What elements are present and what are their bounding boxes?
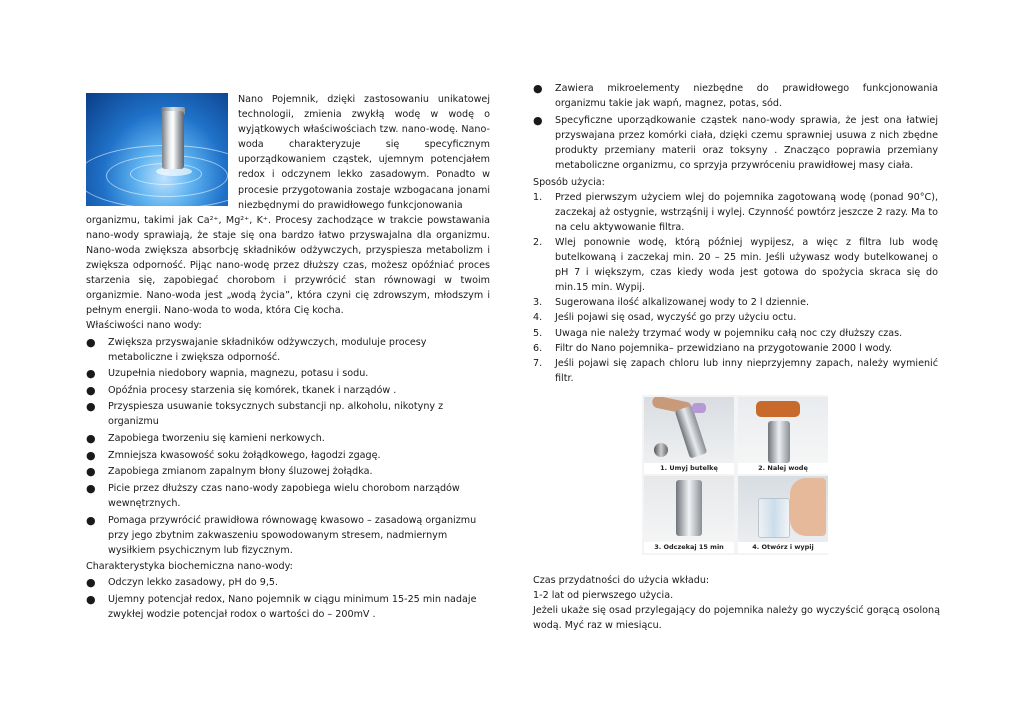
usage-steps-list [533,190,938,386]
list-item: ● Zawiera mikroelementy niezbędne do prawidłowego funkcjonowania organizmu takie jak wapń, magnez, potas, sód. [533,82,938,110]
photo-wash-bottle [644,397,734,474]
photo-caption: 1. Umyj butelkę [644,463,734,474]
bullet-icon: ● [86,383,96,397]
photo-pour-water [738,397,828,474]
photo-caption: 3. Odczekaj 15 min [644,542,734,553]
bullet-icon: ● [86,465,96,479]
bullet-icon: ● [86,335,96,349]
biochem-list [86,575,490,622]
usage-heading: Sposób użycia: [533,176,605,188]
list-item: ● Zapobiega zmianom zapalnym błony śluzowej żołądka. [86,465,373,479]
properties-heading: Właściwości nano wody: [86,320,202,332]
bullet-icon: ● [533,82,543,95]
bullet-icon: ● [86,432,96,446]
list-item: 4. Jeśli pojawi się osad, wyczyść go przy użyciu octu. [533,312,797,324]
cleaning-note: Jeżeli ukaże się osad przylegający do pojemnika należy go wyczyścić gorącą osoloną wodą. Myć raz w miesiącu. [533,605,940,632]
product-water-photo [86,93,228,206]
photo-caption: 4. Otwórz i wypij [738,542,828,553]
list-item: ● Przyspiesza usuwanie toksycznych substancji np. alkoholu, nikotyny z organizmu [86,400,444,428]
bullet-icon: ● [533,113,543,127]
list-item: ● Zwiększa przyswajanie składników odżywczych, moduluje procesy metaboliczne i zwiększa odporność. [86,335,427,363]
list-item: 1. Przed pierwszym użyciem wlej do pojemnika zagotowaną wodę (ponad 90°C), zaczekaj aż ostygnie, wstrząśnij i wylej. Czynność powtórz jeszcze 2 razy. Ma to na celu aktywowanie filtra. [533,191,938,233]
bullet-icon: ● [86,481,96,495]
photo-drink [738,476,828,553]
bullet-icon: ● [86,576,96,590]
bullet-icon: ● [86,593,96,606]
list-item: ● Opóźnia procesy starzenia się komórek, tkanek i narządów . [86,383,397,397]
list-item: 6. Filtr do Nano pojemnika– przewidziano na przygotowanie 2000 l wody. [533,342,892,354]
list-item: ● Ujemny potencjał redox, Nano pojemnik w ciągu minimum 15-25 min nadaje zwykłej wodzie potencjał rodox o wartości do – 200mV . [86,593,477,621]
bullet-icon: ● [86,367,96,381]
intro-paragraph-top: Nano Pojemnik, dzięki zastosowaniu unikatowej technologii, zmienia zwykłą wodę w wodę o wyjątkowych właściwościach tzw. nano-wodę. Nano-woda charakteryzuje się specyficznym uporządkowaniem cząstek, ujemnym potencjałem redox i odczynem lekko zasadowym. Ponadto w procesie przygotowania zostaje wzbogacana jonami niezbędnymi do prawidłowego funkcjonowania [238,94,490,211]
right-column [533,80,938,386]
usage-photo-grid [642,395,828,555]
intro-paragraph-bottom: organizmu, takimi jak Ca²⁺, Mg²⁺, K⁺. Procesy zachodzące w trakcie powstawania nano-wody sprawiają, że staje się ona bardzo łatwo przyswajalna dla organizmu. Nano-woda zwiększa absorbcję składników odżywczych, przyspiesza metabolizm i zwiększa odporność. Pijąc nano-wodę przez dłuższy czas, możesz opóźniać proces starzenia się, zapobiegać chorobom i przywrócić stan równowagi w twoim organizmie. Nano-woda jest „wodą życia”, która czyni cię zdrowszym, młodszym i pełnym energii. Nano-woda to woda, która Cię kocha. [86,214,490,317]
list-item: 7. Jeśli pojawi się zapach chloru lub inny nieprzyjemny zapach, należy wymienić filtr. [533,357,938,384]
list-item: 5. Uwaga nie należy trzymać wody w pojemniku całą noc czy dłuższy czas. [533,327,903,339]
properties-list [86,335,490,558]
list-item: 2. Wlej ponownie wodę, którą później wypijesz, a więc z filtra lub wodę butelkowaną i zaczekaj min. 20 – 25 min. Jeśli używasz wody butelkowanej o pH 7 i większym, czas kiedy woda jest gotowa do spożycia skraca się do min.15 min. Wypij. [533,236,938,294]
list-item: ● Zmniejsza kwasowość soku żołądkowego, łagodzi zgagę. [86,448,381,462]
footer-notes [533,573,943,633]
list-item: 3. Sugerowana ilość alkalizowanej wody to 2 l dziennie. [533,297,810,309]
list-item: ● Picie przez dłuższy czas nano-wody zapobiega wielu chorobom narządów wewnętrznych. [86,481,460,509]
photo-caption: 2. Nalej wodę [738,463,828,474]
minerals-list [533,81,938,173]
photo-wait [644,476,734,553]
bullet-icon: ● [86,513,96,527]
shelf-life-value: 1-2 lat od pierwszego użycia. [533,590,674,602]
shelf-life-heading: Czas przydatności do użycia wkładu: [533,575,710,586]
list-item: ● Pomaga przywrócić prawidłowa równowagę kwasowo – zasadową organizmu przy jego zbytnim zakwaszeniu spowodowanym stresem, nadmiernym wysiłkiem psychicznym lub fizycznym. [86,513,477,556]
biochem-heading: Charakterystyka biochemiczna nano-wody: [86,561,293,573]
list-item: ● Zapobiega tworzeniu się kamieni nerkowych. [86,432,325,446]
bullet-icon: ● [86,400,96,414]
left-column [86,92,490,624]
bullet-icon: ● [86,448,96,462]
list-item: ● Specyficzne uporządkowanie cząstek nano-wody sprawia, że jest ona łatwiej przyswajana przez komórki ciała, dzięki czemu sprawniej usuwa z nich zbędne produkty przemiany materii oraz toksyny . Znacząco poprawia przemiany metaboliczne organizmu, co sprzyja przywróceniu prawidłowej masy ciała. [533,113,938,171]
list-item: ● Uzupełnia niedobory wapnia, magnezu, potasu i sodu. [86,367,369,381]
list-item: ● Odczyn lekko zasadowy, pH do 9,5. [86,576,279,590]
